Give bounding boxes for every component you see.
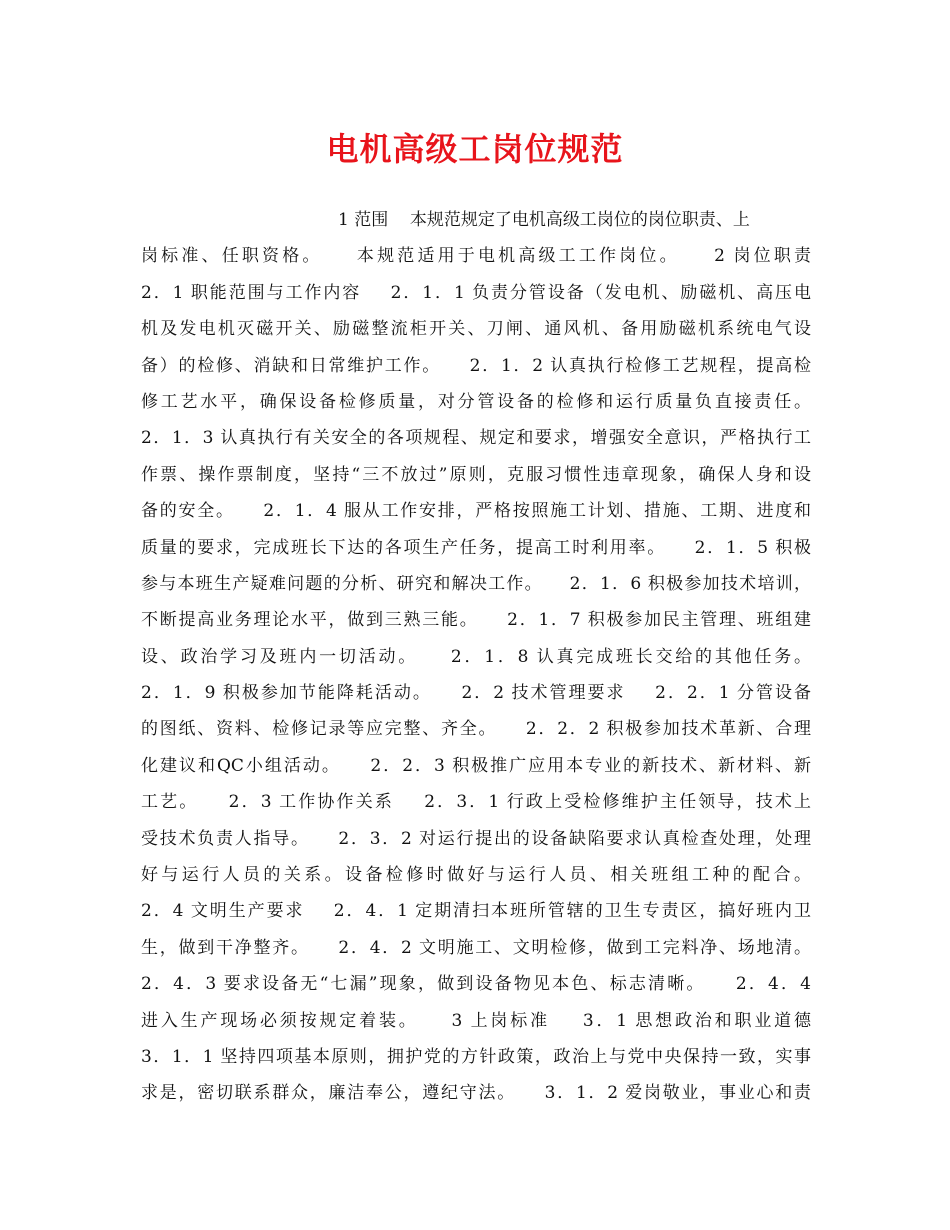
body-line: 进入生产现场必须按规定着装。 3 上岗标准 3．1 思想政治和职业道德 <box>141 1010 811 1031</box>
body-line: 2．1．3 认真执行有关安全的各项规程、规定和要求，增强安全意识，严格执行工 <box>141 428 811 449</box>
document-body <box>141 202 811 1112</box>
body-line: 3．1．1 坚持四项基本原则，拥护党的方针政策，政治上与党中央保持一致，实事 <box>141 1046 811 1067</box>
body-line: 2．1 职能范围与工作内容 2．1．1 负责分管设备（发电机、励磁机、高压电 <box>141 282 811 303</box>
body-line: 的图纸、资料、检修记录等应完整、齐全。 2．2．2 积极参加技术革新、合理 <box>141 719 811 740</box>
body-line: 化建议和QC小组活动。 2．2．3 积极推广应用本专业的新技术、新材料、新 <box>141 755 811 776</box>
body-line: 工艺。 2．3 工作协作关系 2．3．1 行政上受检修维护主任领导，技术上 <box>141 792 811 813</box>
body-line: 机及发电机灭磁开关、励磁整流柜开关、刀闸、通风机、备用励磁机系统电气设 <box>141 319 811 340</box>
body-line: 设、政治学习及班内一切活动。 2．1．8 认真完成班长交给的其他任务。 <box>141 646 811 667</box>
body-line: 2．1．9 积极参加节能降耗活动。 2．2 技术管理要求 2．2．1 分管设备 <box>141 683 811 704</box>
body-line: 岗标准、任职资格。 本规范适用于电机高级工工作岗位。 2 岗位职责 <box>141 246 811 267</box>
body-line: 备的安全。 2．1．4 服从工作安排，严格按照施工计划、措施、工期、进度和 <box>141 501 811 522</box>
body-line: 受技术负责人指导。 2．3．2 对运行提出的设备缺陷要求认真检查处理，处理 <box>141 828 811 849</box>
body-line: 2．4．3 要求设备无“七漏”现象，做到设备物见本色、标志清晰。 2．4．4 <box>141 974 811 995</box>
body-line: 不断提高业务理论水平，做到三熟三能。 2．1．7 积极参加民主管理、班组建 <box>141 610 811 631</box>
body-line: 备）的检修、消缺和日常维护工作。 2．1．2 认真执行检修工艺规程，提高检 <box>141 355 811 376</box>
body-line: 参与本班生产疑难问题的分析、研究和解决工作。 2．1．6 积极参加技术培训， <box>141 573 811 594</box>
document-title: 电机高级工岗位规范 <box>326 130 624 168</box>
body-line: 质量的要求，完成班长下达的各项生产任务，提高工时利用率。 2．1．5 积极 <box>141 537 811 558</box>
body-line: 作票、操作票制度，坚持“三不放过”原则，克服习惯性违章现象，确保人身和设 <box>141 464 811 485</box>
body-line: 好与运行人员的关系。设备检修时做好与运行人员、相关班组工种的配合。 <box>141 865 811 886</box>
body-line: 2．4 文明生产要求 2．4．1 定期清扫本班所管辖的卫生专责区，搞好班内卫 <box>141 901 811 922</box>
body-line: 修工艺水平，确保设备检修质量，对分管设备的检修和运行质量负直接责任。 <box>141 391 811 412</box>
body-line: 求是，密切联系群众，廉洁奉公，遵纪守法。 3．1．2 爱岗敬业，事业心和责 <box>141 1083 811 1104</box>
body-line: 1 范围 本规范规定了电机高级工岗位的岗位职责、上 <box>338 210 750 230</box>
body-line: 生，做到干净整齐。 2．4．2 文明施工、文明检修，做到工完料净、场地清。 <box>141 937 811 958</box>
